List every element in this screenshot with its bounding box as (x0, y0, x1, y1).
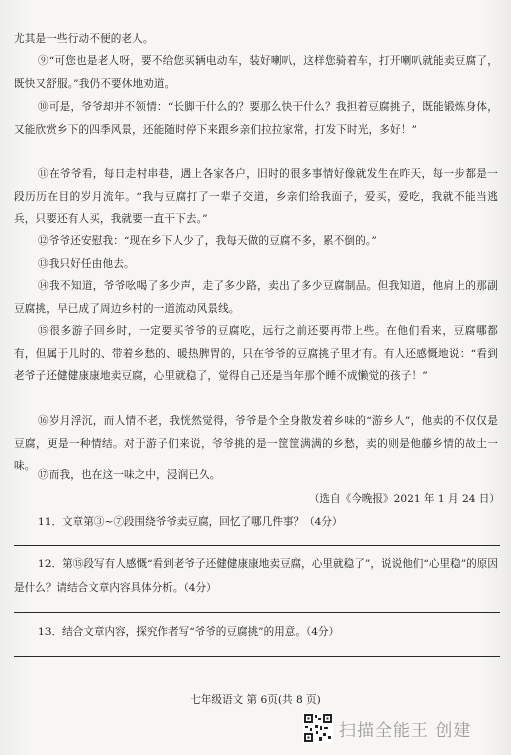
article-source: （选自《今晚报》2021 年 1 月 24 日） (308, 493, 500, 505)
scanner-watermark: 扫描全能王 创建 (339, 721, 472, 741)
paragraph-14: ⑭我不知道，爷爷吆喝了多少声，走了多少路，卖出了多少豆腐制品。但我知道，他肩上的那副豆腐挑，早已成了周边乡村的一道流动风景线。 (14, 280, 498, 315)
question-13: 13．结合文章内容，探究作者写“爷爷的豆腐挑”的用意。（4分） (38, 626, 340, 638)
paragraph-17: ⑰而我，也在这一味之中，浸润已久。 (38, 469, 221, 481)
paragraph-15: ⑮很多游子回乡时，一定要买爷爷的豆腐吃，远行之前还要再带上些。在他们看来，豆腐哪都有，但属于儿时的、带着乡愁的、暖热脾胃的，只在爷爷的豆腐挑子里才有。有人还感慨地说：“看到老爷子还健健康康地卖豆腐，心里就稳了，觉得自己还是当年那个睡不成懒觉的孩子！” (14, 325, 498, 382)
paragraph-12: ⑫爷爷还安慰我：“现在乡下人少了，我每天做的豆腐不多，累不倒的。” (38, 235, 377, 247)
question-11: 11．文章第③~⑦段围绕爷爷卖豆腐，回忆了哪几件事？（4分） (38, 516, 343, 528)
paragraph-10: ⑩可是，爷爷却并不领情：“长脚干什么的？要那么快干什么？我担着豆腐挑子，既能锻炼身体，又能欣赏乡下的四季风景，还能随时停下来跟乡亲们拉拉家常，打发下时光，多好！” (14, 101, 498, 136)
paragraph-intro: 尤其是一些行动不便的老人。 (14, 33, 154, 45)
answer-line (14, 612, 500, 613)
question-12: 12．第⑮段写有人感慨“看到老爷子还健健康康地卖豆腐，心里就稳了”，说说他们“心里稳”的原因是什么？请结合文章内容具体分析。（4分） (14, 558, 498, 594)
paragraph-11: ⑪在爷爷看，每日走村串巷，遇上各家各户，旧时的很多事情好像就发生在昨天，每一步都是一段历历在目的岁月流年。“我与豆腐打了一辈子交道，乡亲们给我面子，爱买，爱吃，我就不能当逃兵，只要还有人买，我就要一直干下去。” (14, 168, 498, 225)
qr-code-icon (303, 713, 333, 743)
answer-line (14, 656, 500, 657)
paragraph-13: ⑬我只好任由他去。 (38, 258, 135, 270)
paragraph-16: ⑯岁月浮沉，而人情不老，我恍然觉得，爷爷是个全身散发着乡味的“游乡人”，他卖的不仅仅是豆腐，更是一种情结。对于游子们来说，爷爷挑的是一筐筐满满的乡愁，卖的则是他藤乡情的故土一味。 (14, 415, 498, 472)
page-footer: 七年级语文 第 6页(共 8 页) (190, 694, 321, 706)
answer-line (14, 545, 500, 546)
paragraph-9: ⑨“可您也是老人呀，要不给您买辆电动车，装好喇叭，这样您骑着车，打开喇叭就能卖豆腐了，既快又舒服。”我仍不要休地劝道。 (14, 55, 498, 90)
